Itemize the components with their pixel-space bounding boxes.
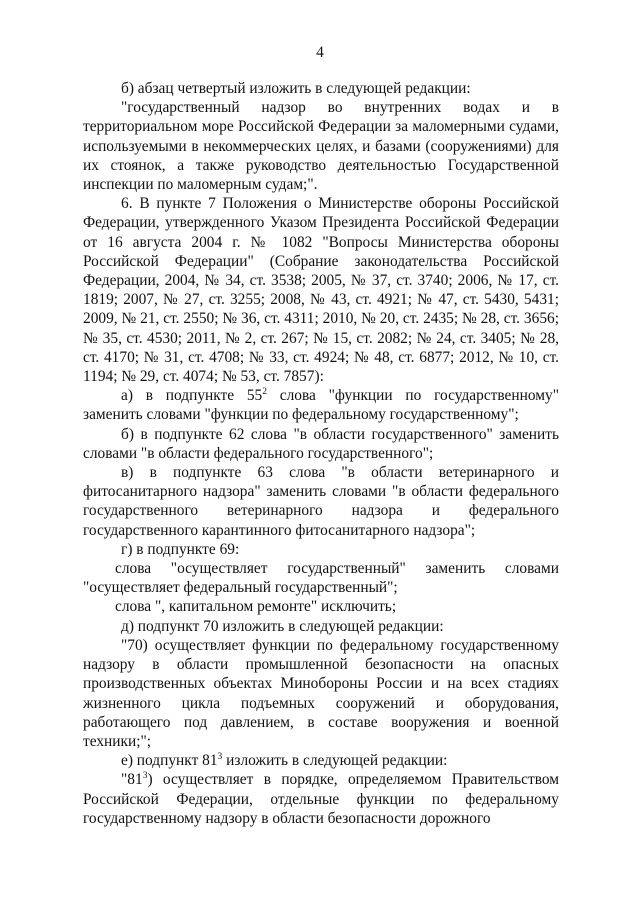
document-body	[83, 79, 559, 828]
paragraph-quoted-81-3: "$81^3$) осуществляет в порядке, определяемом Правительством Российской Федерации, отдельные функции по федеральному государственному надзору в области безопасности дорожного	[83, 771, 559, 827]
paragraph-sub-v: в) в подпункте 63 слова "в области ветеринарного и фитосанитарного надзора" заменить словами "в области федерального государственного ветеринарного надзора и федерального государственного карантинного фитосанитарного надзора";	[83, 464, 559, 539]
paragraph-amend-b: б) абзац четвертый изложить в следующей редакции:	[121, 80, 471, 97]
paragraph-sub-g: г) в подпункте 69:	[121, 540, 240, 558]
paragraph-sub-e: е) подпункт $81^3$ изложить в следующей редакции:	[121, 752, 448, 770]
paragraph-sub-d: д) подпункт 70 изложить в следующей редакции:	[121, 617, 444, 635]
paragraph-sub-b: б) в подпункте 62 слова "в области государственного" заменить словами "в области федерального государственного";	[83, 425, 559, 462]
page-number: 4	[316, 44, 324, 61]
paragraph-item-6: 6. В пункте 7 Положения о Министерстве обороны Российской Федерации, утвержденного Указом Президента Российской Федерации от 16 августа 2004 г. № 1082 "Вопросы Министерства обороны Российской Федерации" (Собрание законодательства Российской Федерации, 2004, № 34, ст. 3538; 2005, № 37, ст. 3740; 2006, № 17, ст. 1819; 2007, № 27, ст. 3255; 2008, № 43, ст. 4921; № 47, ст. 5430, 5431; 2009, № 21, ст. 2550; № 36, ст. 4311; 2010, № 20, ст. 2435; № 28, ст. 3656; № 35, ст. 4530; 2011, № 2, ст. 267; № 15, ст. 2082; № 24, ст. 3405; № 28, ст. 4170; № 31, ст. 4708; № 33, ст. 4924; № 48, ст. 6877; 2012, № 10, ст. 1194; № 29, ст. 4074; № 53, ст. 7857):	[83, 195, 559, 386]
paragraph-quoted-70: "70) осуществляет функции по федеральному государственному надзору в области промышленной безопасности на опасных производственных объектах Минобороны России и на всех стадиях жизненного цикла подъемных сооружений и оборудования, работающего под давлением, в составе вооружения и военной техники;";	[83, 636, 559, 750]
paragraph-words-exclude: слова ", капитальном ремонте" исключить;	[115, 598, 397, 616]
paragraph-words-replace: слова "осуществляет государственный" заменить словами "осуществляет федеральный государственный";	[83, 560, 559, 597]
paragraph-quoted-text: "государственный надзор во внутренних водах и в территориальном море Российской Федерации за маломерными судами, используемыми в некоммерческих целях, и базами (сооружениями) для их стоянок, а также руководство деятельностью Государственной инспекции по маломерным судам;".	[83, 99, 559, 194]
paragraph-sub-a: а) в подпункте $55^2$ слова "функции по государственному" заменить словами "функции по федеральному государственному";	[83, 387, 559, 424]
